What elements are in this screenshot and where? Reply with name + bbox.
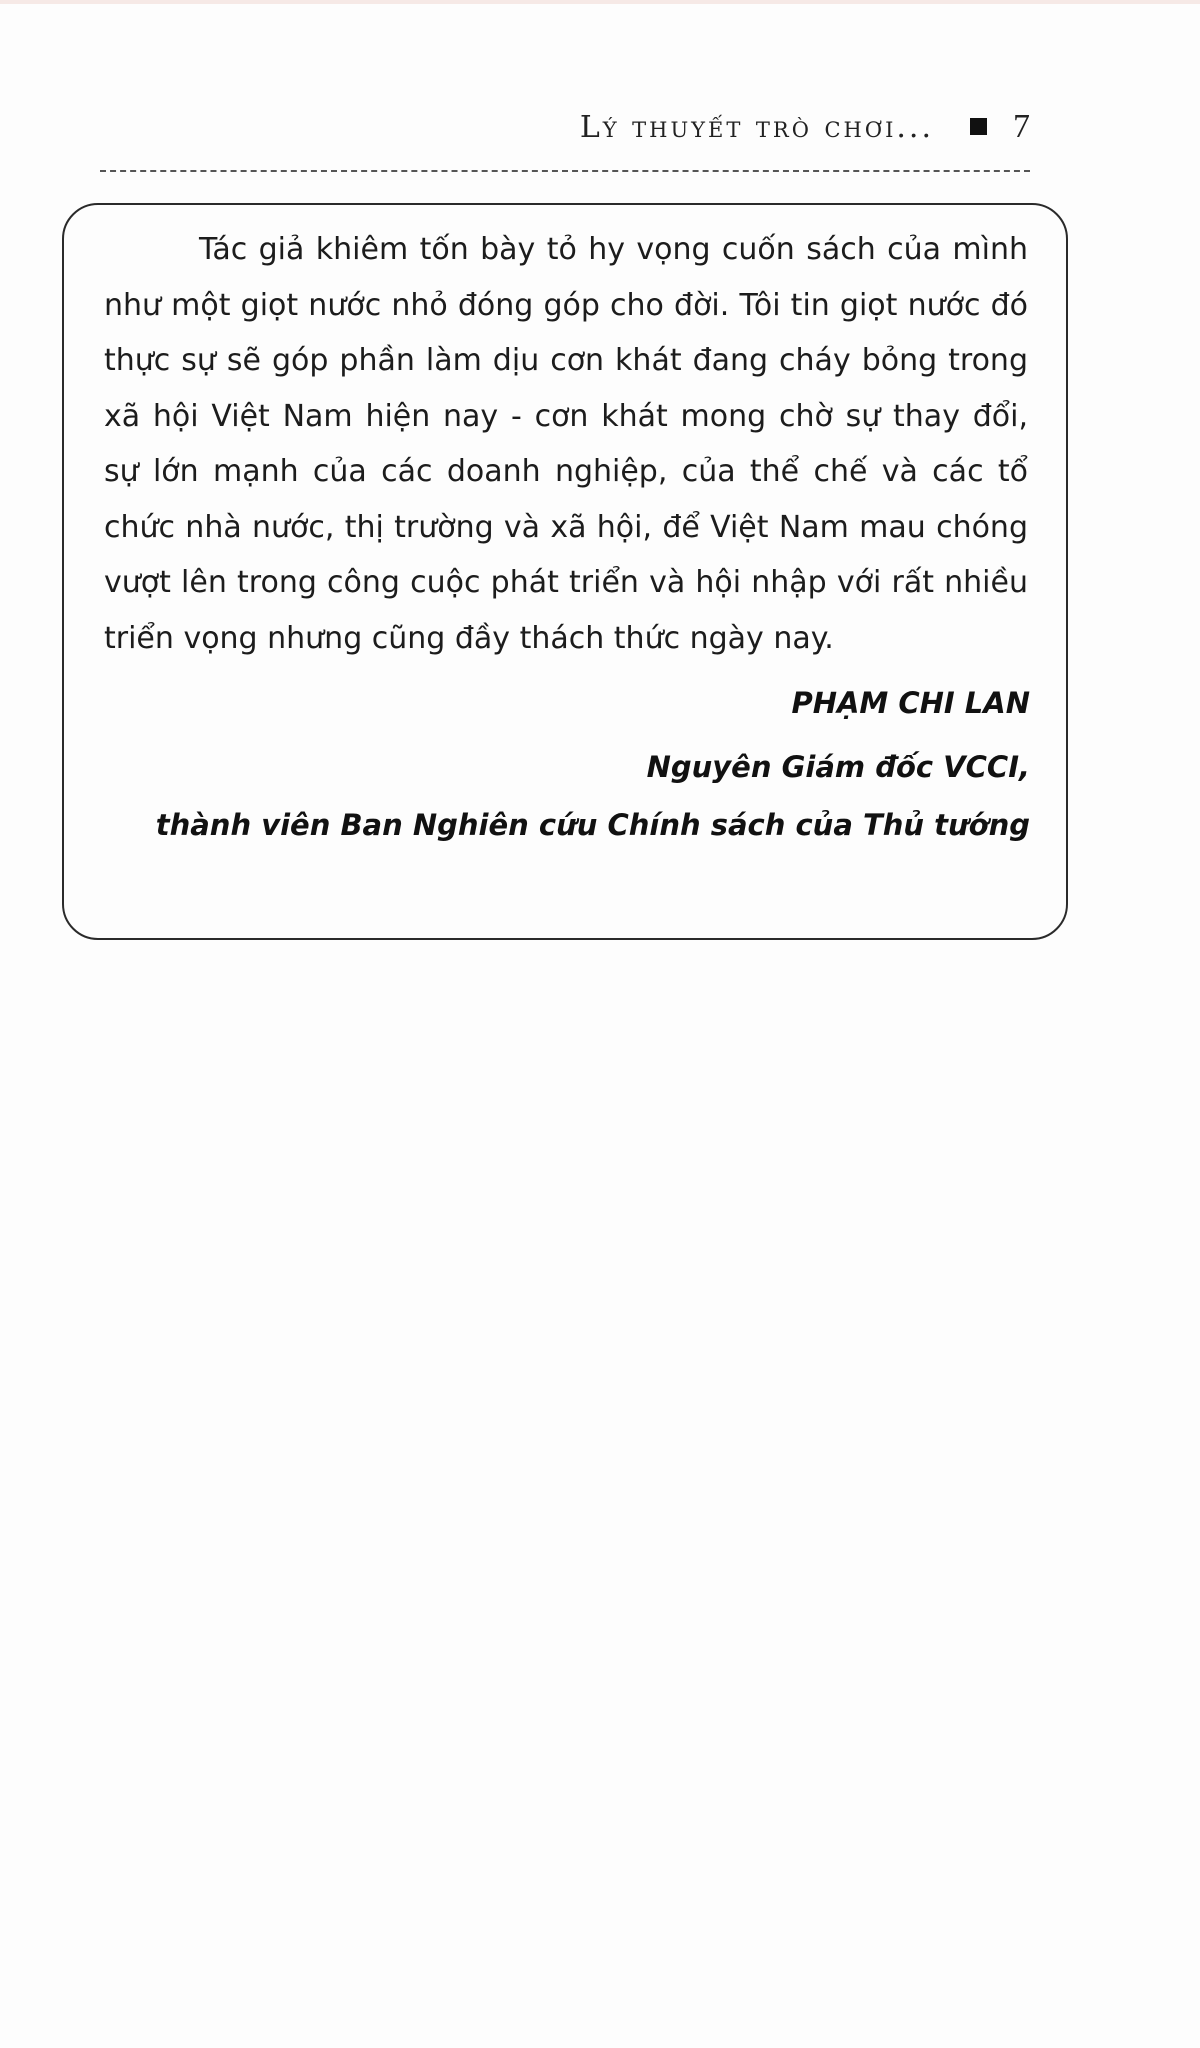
quote-paragraph: Tác giả khiêm tốn bày tỏ hy vọng cuốn sách của mình như một giọt nước nhỏ đóng góp cho đời. Tôi tin giọt nước đó thực sự sẽ góp phần làm dịu cơn khát đang cháy bỏng trong xã hội Việt Nam hiện nay - cơn khát mong chờ sự thay đổi, sự lớn mạnh của các doanh nghiệp, của thể chế và các tổ chức nhà nước, thị trường và xã hội, để Việt Nam mau chóng vượt lên trong công cuộc phát triển và hội nhập với rất nhiều triển vọng nhưng cũng đầy thách thức ngày nay.	[104, 232, 1028, 656]
quote-body	[104, 222, 1028, 666]
scan-edge	[0, 0, 1200, 4]
signature-role-line-1: Nguyên Giám đốc VCCI,	[646, 750, 1030, 784]
dashed-rule	[100, 170, 1030, 172]
running-head	[100, 108, 1030, 146]
square-bullet-icon	[970, 118, 987, 135]
running-head-title: Lý thuyết trò chơi...	[579, 110, 934, 145]
signature-name: PHẠM CHI LAN	[791, 686, 1030, 720]
signature-role-line-2: thành viên Ban Nghiên cứu Chính sách của Thủ tướng	[155, 808, 1030, 842]
page-number: 7	[1013, 108, 1030, 145]
